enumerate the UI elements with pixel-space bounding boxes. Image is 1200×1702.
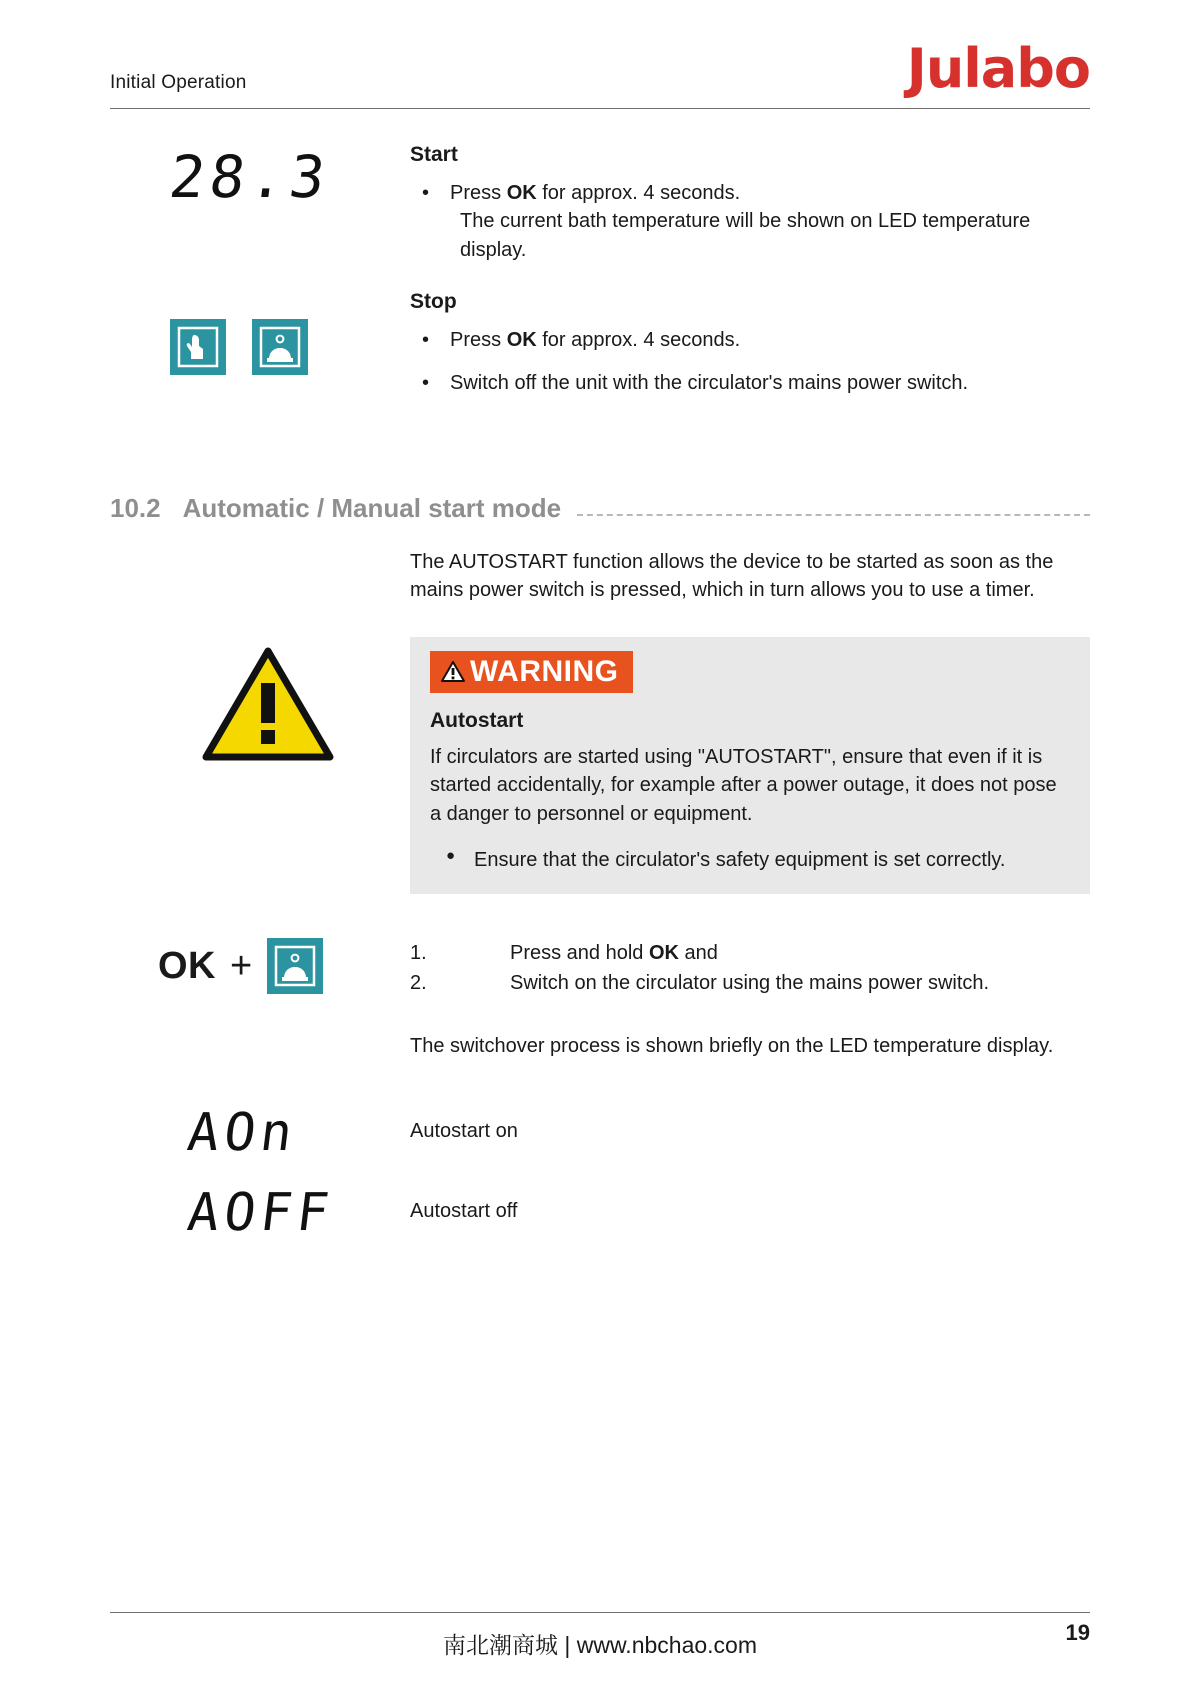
autostart-state-row-off [110, 1183, 1090, 1243]
led-display-autostart-on: AOn [184, 1102, 301, 1163]
steps-note: The switchover process is shown briefly on the LED temperature display. [410, 1035, 1054, 1058]
bullet-text-post: for approx. 4 seconds. [536, 182, 741, 204]
steps-row [110, 938, 1090, 1060]
warning-icon-column [110, 637, 410, 768]
section-divider [577, 514, 1090, 516]
warning-banner [430, 651, 633, 693]
autostart-label-column-off [410, 1183, 1090, 1225]
page-number: 19 [1065, 1620, 1090, 1645]
step-text-pre: Press and hold [510, 942, 649, 965]
mains-power-switch-icon [252, 319, 308, 375]
header-chapter-title: Initial Operation [110, 72, 247, 93]
start-stop-block [110, 143, 1090, 419]
autostart-led-column-on [110, 1103, 410, 1163]
warning-box-column [410, 637, 1090, 895]
section-title: Automatic / Manual start mode [182, 492, 562, 523]
section-heading [110, 493, 1090, 524]
control-icons [170, 319, 410, 375]
step-number: 1. [410, 942, 427, 965]
start-stop-text-column [410, 143, 1090, 419]
mains-power-switch-icon [267, 938, 323, 994]
warning-triangle-icon [202, 645, 410, 768]
stop-bullet-list [410, 326, 1090, 397]
warning-subtitle: Autostart [430, 708, 524, 732]
bullet-text-pre: Switch off the unit with the circulator's mains power switch. [450, 371, 969, 394]
start-heading: Start [410, 143, 458, 166]
bullet-text-post: for approx. 4 seconds. [536, 329, 741, 352]
bullet-text-bold: OK [506, 182, 537, 204]
list-item [410, 968, 1090, 998]
list-item: ● Ensure that the circulator's safety equipment is set correctly. [430, 846, 1070, 874]
step-text [510, 938, 718, 968]
list-item [410, 938, 1090, 968]
bullet-subtext: The current bath temperature will be shown on LED temperature display. [460, 210, 1031, 261]
step-text: Switch on the circulator using the mains power switch. [510, 972, 990, 995]
page-footer [110, 1612, 1090, 1660]
list-item [410, 369, 1090, 397]
bullet-text-pre: Press [450, 182, 507, 204]
autostart-led-column-off [110, 1183, 410, 1243]
warning-bullet-list [430, 846, 1070, 874]
warning-body-text: If circulators are started using "AUTOSTART", ensure that even if it is started accidentally, for example after a power outage, it does not pose a danger to personnel or equipment. [430, 745, 1057, 825]
footer-source: 南北潮商城 | www.nbchao.com [442, 1632, 757, 1658]
stop-heading: Stop [410, 290, 457, 314]
hand-press-icon [170, 319, 226, 375]
steps-icon-column [110, 938, 410, 994]
autostart-off-label: Autostart off [410, 1199, 518, 1222]
plus-sign: + [230, 944, 253, 987]
step-text-post: and [678, 942, 718, 965]
autostart-state-row-on [110, 1103, 1090, 1163]
warning-row [110, 637, 1090, 895]
warning-banner-label: WARNING [470, 654, 619, 688]
steps-text-column [410, 938, 1090, 1060]
bullet-text-bold: OK [506, 329, 537, 352]
led-temperature-display: 28.3 [165, 143, 334, 211]
julabo-logo: Julabo [906, 37, 1090, 100]
intro-text-column [410, 548, 1090, 605]
section-intro-row [110, 548, 1090, 605]
step-number: 2. [410, 972, 427, 995]
ok-plus-switch-group [158, 938, 410, 994]
section-intro-text: The AUTOSTART function allows the device to be started as soon as the mains power switch is pressed, which in turn allows you to use a timer. [410, 550, 1054, 602]
autostart-label-column-on [410, 1103, 1090, 1145]
page-header [110, 0, 1090, 109]
section-number: 10.2 [110, 492, 161, 523]
warning-banner-triangle-icon [440, 659, 466, 685]
warning-box [410, 637, 1090, 895]
start-bullet-list [410, 179, 1090, 264]
step-text-bold: OK [648, 942, 679, 965]
bullet-text-pre: Press [450, 329, 507, 352]
led-display-autostart-off: AOFF [184, 1182, 337, 1243]
list-item [410, 326, 1090, 354]
ok-key-label: OK [158, 944, 216, 987]
start-stop-icon-column [110, 143, 410, 375]
autostart-on-label: Autostart on [410, 1119, 518, 1142]
list-item [410, 179, 1090, 264]
